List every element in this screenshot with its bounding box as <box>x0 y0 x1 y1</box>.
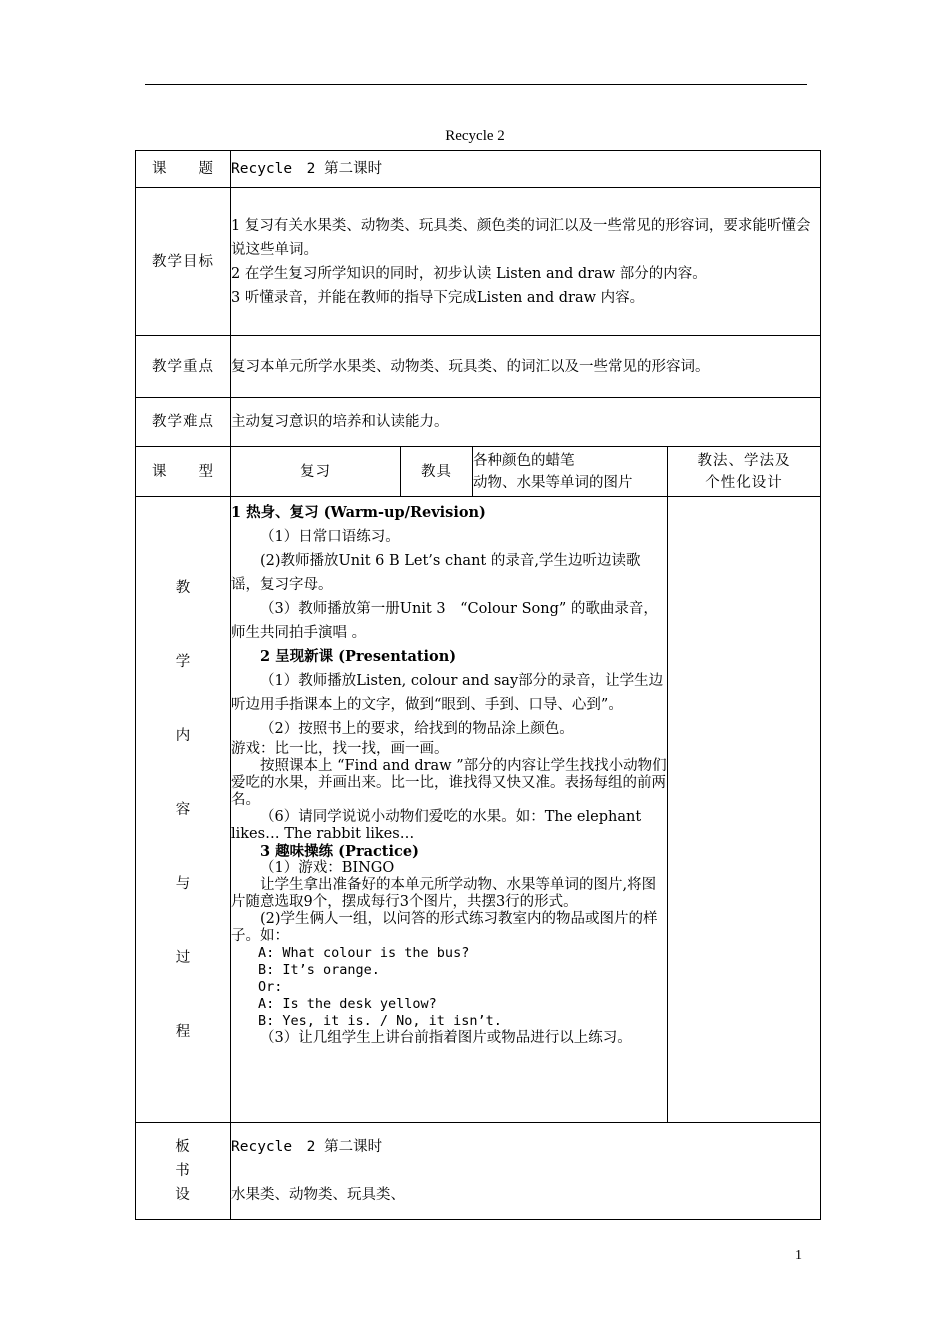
methods-label-line-2: 个性化设计 <box>705 474 783 491</box>
content-label-char: 内 <box>175 727 191 744</box>
objectives-label: 教学目标 <box>136 188 231 336</box>
section-1-item: (2)教师播放Unit 6 B Let’s chant 的录音,学生边听边读歌谣，复习字母。 <box>231 553 641 593</box>
objective-3: 3 听懂录音，并能在教师的指导下完成Listen and draw 内容。 <box>231 289 645 306</box>
board-label-char: 板 <box>175 1139 191 1155</box>
section-2-item: （6）请同学说说小动物们爱吃的水果。如：The elephant likes… The rabbit likes… <box>231 809 642 842</box>
section-1-item: （1）日常口语练习。 <box>260 529 400 545</box>
lesson-type-value: 复习 <box>231 447 401 497</box>
topic-row <box>136 151 821 188</box>
content-body <box>231 497 668 1123</box>
section-2-item: （2）按照书上的要求，给找到的物品涂上颜色。 <box>260 721 574 737</box>
objective-2: 2 在学生复习所学知识的同时，初步认读 Listen and draw 部分的内容。 <box>231 265 707 282</box>
difficulties-row <box>136 398 821 447</box>
objectives-row <box>136 188 821 336</box>
teaching-aids-line-1: 各种颜色的蜡笔 <box>473 452 575 469</box>
objectives-value <box>231 188 821 336</box>
topic-value: Recycle 2 第二课时 <box>231 151 821 188</box>
methods-label-line-1: 教法、学法及 <box>697 452 791 469</box>
section-2-heading: 2 呈现新课 (Presentation) <box>260 648 457 665</box>
content-label-char: 容 <box>175 801 191 818</box>
methods-notes-cell <box>668 497 821 1123</box>
section-3-item: 让学生拿出准备好的本单元所学动物、水果等单词的图片,将图片随意选取9个，摆成每行3个图片，共摆3行的形式。 <box>231 877 657 910</box>
dialogue-line: A: What colour is the bus? <box>258 945 470 961</box>
content-label <box>136 497 231 1123</box>
lesson-plan-table <box>135 150 821 1220</box>
methods-label <box>668 447 821 497</box>
dialogue-line: A: Is the desk yellow? <box>258 996 437 1012</box>
key-points-label: 教学重点 <box>136 336 231 398</box>
teaching-aids-value <box>473 447 668 497</box>
board-line-1: Recycle 2 第二课时 <box>231 1139 383 1155</box>
difficulties-value: 主动复习意识的培养和认读能力。 <box>231 398 821 447</box>
document-title: Recycle 2 <box>445 128 505 144</box>
section-3-heading: 3 趣味操练 (Practice) <box>260 843 419 860</box>
section-1-heading: 1 热身、复习 (Warm-up/Revision) <box>231 504 486 521</box>
section-2-item: 游戏：比一比，找一找，画一画。 <box>231 741 449 757</box>
board-label-char: 书 <box>175 1163 191 1179</box>
lesson-type-row <box>136 447 821 497</box>
section-3-item: （1）游戏：BINGO <box>260 860 395 876</box>
board-row <box>136 1123 821 1220</box>
lesson-type-label: 课 型 <box>136 447 231 497</box>
board-label <box>136 1123 231 1220</box>
board-line-2: 水果类、动物类、玩具类、 <box>231 1187 405 1203</box>
key-points-value: 复习本单元所学水果类、动物类、玩具类、的词汇以及一些常见的形容词。 <box>231 336 821 398</box>
content-label-char: 程 <box>175 1023 191 1040</box>
objective-1: 1 复习有关水果类、动物类、玩具类、颜色类的词汇以及一些常见的形容词，要求能听懂会说这些单词。 <box>231 217 811 258</box>
topic-label: 课 题 <box>136 151 231 188</box>
board-content <box>231 1123 821 1220</box>
difficulties-label: 教学难点 <box>136 398 231 447</box>
content-label-char: 学 <box>175 653 191 670</box>
content-label-char: 过 <box>175 949 191 966</box>
section-3-item: （3）让几组学生上讲台前指着图片或物品进行以上练习。 <box>260 1030 632 1046</box>
section-2-item: （1）教师播放Listen, colour and say部分的录音，让学生边听边用手指课本上的文字，做到“眼到、手到、口导、心到”。 <box>231 673 664 713</box>
teaching-aids-line-2: 动物、水果等单词的图片 <box>473 474 633 491</box>
key-points-row <box>136 336 821 398</box>
teaching-aids-label: 教具 <box>401 447 473 497</box>
section-3-item: (2)学生俩人一组，以问答的形式练习教室内的物品或图片的样子。如： <box>231 911 658 944</box>
section-1-item: （3）教师播放第一册Unit 3 “Colour Song” 的歌曲录音，师生共同拍手演唱 。 <box>231 601 658 641</box>
header-rule <box>145 84 807 85</box>
content-row <box>136 497 821 1123</box>
content-label-char: 与 <box>175 875 191 892</box>
page-number: 1 <box>795 1248 802 1263</box>
board-label-char: 设 <box>175 1187 191 1203</box>
dialogue-line: Or: <box>258 979 283 995</box>
content-label-char: 教 <box>175 579 191 596</box>
dialogue-line: B: Yes, it is. / No, it isn’t. <box>258 1013 502 1029</box>
dialogue-line: B: It’s orange. <box>258 962 380 978</box>
section-2-item: 按照课本上 “Find and draw ”部分的内容让学生找找小动物们爱吃的水果，并画出来。比一比，谁找得又快又准。表扬每组的前两名。 <box>231 758 667 808</box>
